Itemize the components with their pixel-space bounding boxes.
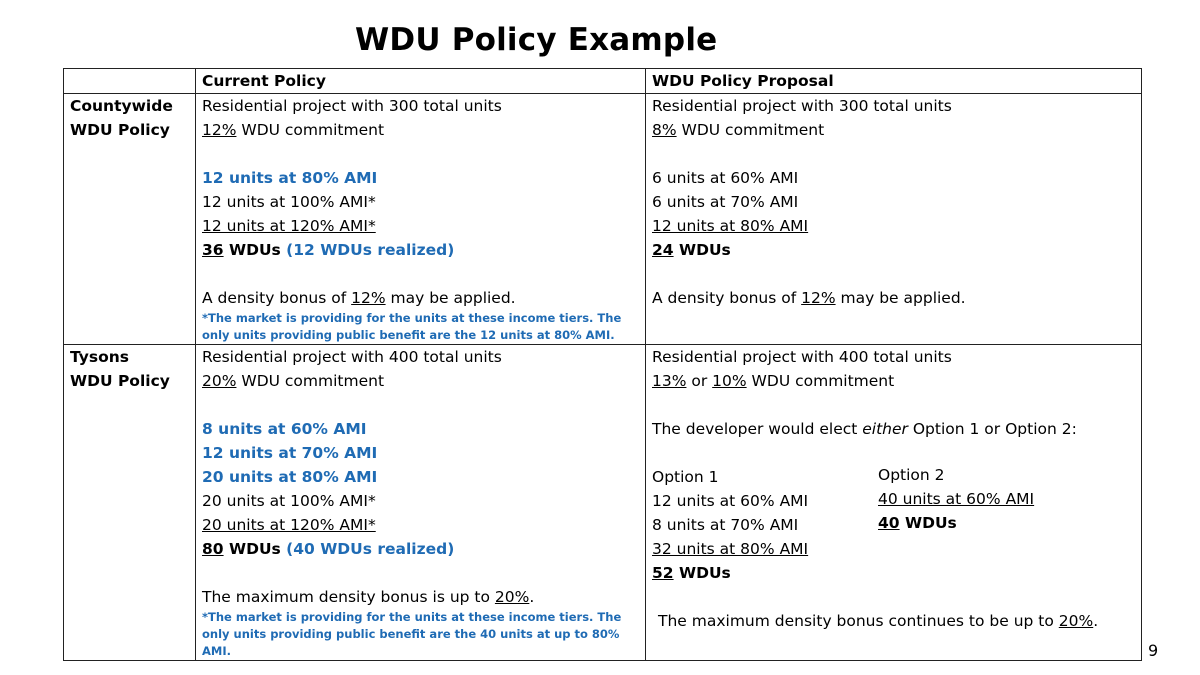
countywide-proposal-bonus (652, 286, 1135, 310)
countywide-proposal-cell (646, 94, 1142, 345)
tysons-current-commitment (202, 369, 639, 393)
countywide-proposal-commitment (652, 118, 1135, 142)
tysons-proposal-commitment (652, 369, 1135, 393)
total-number: 24 (652, 241, 674, 259)
header-current-policy: Current Policy (196, 69, 646, 94)
option-2 (878, 463, 1034, 585)
total-label: WDUs (673, 241, 731, 259)
option-2-line1: 40 units at 60% AMI (878, 490, 1035, 508)
tysons-row (64, 345, 1142, 661)
total-realized: (40 WDUs realized) (286, 540, 455, 558)
tysons-proposal-elect (652, 417, 1135, 441)
countywide-current-cell (196, 94, 646, 345)
countywide-current-project: Residential project with 300 total units (202, 97, 502, 115)
tysons-current-total (202, 537, 639, 561)
tysons-current-line1: 8 units at 60% AMI (202, 420, 367, 438)
total-number: 80 (202, 540, 224, 558)
total-number: 40 (878, 514, 900, 532)
countywide-current-line1: 12 units at 80% AMI (202, 169, 378, 187)
option-1 (652, 465, 878, 585)
tysons-current-line4: 20 units at 100% AMI* (202, 492, 376, 510)
bonus-text-end: . (1093, 612, 1099, 630)
bonus-text: A density bonus of (202, 289, 352, 307)
tysons-current-bonus (202, 585, 639, 609)
header-row (64, 69, 1142, 94)
commitment-percent: 12% (202, 121, 237, 139)
option-2-total (878, 511, 1034, 535)
policy-comparison-table (63, 68, 1142, 661)
option-1-total (652, 561, 878, 585)
commitment-text: WDU commitment (236, 372, 385, 390)
countywide-current-bonus (202, 286, 639, 310)
tysons-current-line2: 12 units at 70% AMI (202, 444, 378, 462)
countywide-label-line1: Countywide (70, 97, 173, 115)
countywide-label-line2: WDU Policy (70, 121, 170, 139)
tysons-current-cell (196, 345, 646, 661)
option-2-label: Option 2 (878, 466, 945, 484)
countywide-current-line2: 12 units at 100% AMI* (202, 193, 376, 211)
commitment-text: WDU commitment (676, 121, 825, 139)
tysons-label-cell (64, 345, 196, 661)
countywide-proposal-total (652, 238, 1135, 262)
countywide-proposal-project: Residential project with 300 total units (652, 97, 952, 115)
commitment-percent-2: 10% (712, 372, 747, 390)
bonus-percent: 20% (1058, 612, 1094, 630)
tysons-current-project: Residential project with 400 total units (202, 348, 502, 366)
tysons-label-line2: WDU Policy (70, 372, 170, 390)
countywide-proposal-line2: 6 units at 70% AMI (652, 193, 799, 211)
countywide-current-line3: 12 units at 120% AMI* (202, 217, 376, 235)
tysons-current-line5: 20 units at 120% AMI* (202, 516, 376, 534)
bonus-percent: 12% (351, 289, 386, 307)
countywide-proposal-line3: 12 units at 80% AMI (652, 217, 809, 235)
total-label: WDUs (673, 564, 731, 582)
commitment-text: WDU commitment (746, 372, 895, 390)
total-realized: (12 WDUs realized) (286, 241, 455, 259)
bonus-text-end: . (529, 588, 535, 606)
option-1-line3: 32 units at 80% AMI (652, 540, 809, 558)
slide-number: 9 (1148, 641, 1159, 660)
bonus-text: The maximum density bonus is up to (202, 588, 495, 606)
total-number: 52 (652, 564, 674, 582)
option-1-line1: 12 units at 60% AMI (652, 492, 809, 510)
countywide-current-footnote: *The market is providing for the units at these income tiers. The only units providing public benefit are the 12 units at 80% AMI. (202, 311, 622, 342)
bonus-percent: 12% (801, 289, 836, 307)
options-block (652, 465, 1135, 585)
tysons-proposal-cell (646, 345, 1142, 661)
total-number: 36 (202, 241, 224, 259)
header-wdu-proposal: WDU Policy Proposal (646, 69, 1142, 94)
slide-title: WDU Policy Example (355, 22, 718, 58)
commitment-percent: 8% (652, 121, 677, 139)
elect-text: The developer would elect (652, 420, 863, 438)
bonus-text: The maximum density bonus continues to be up to (658, 612, 1059, 630)
bonus-percent: 20% (494, 588, 530, 606)
commitment-percent: 20% (202, 372, 237, 390)
bonus-text-end: may be applied. (385, 289, 516, 307)
tysons-proposal-project: Residential project with 400 total units (652, 348, 952, 366)
elect-text-end: Option 1 or Option 2: (907, 420, 1077, 438)
elect-emphasis: either (862, 420, 908, 438)
tysons-proposal-bonus (652, 609, 1135, 633)
countywide-label-cell (64, 94, 196, 345)
commitment-or: or (686, 372, 713, 390)
total-label: WDUs (223, 540, 287, 558)
commitment-percent-1: 13% (652, 372, 687, 390)
bonus-text: A density bonus of (652, 289, 802, 307)
option-1-label: Option 1 (652, 468, 719, 486)
option-1-line2: 8 units at 70% AMI (652, 516, 799, 534)
countywide-current-commitment (202, 118, 639, 142)
tysons-label-line1: Tysons (70, 348, 129, 366)
total-label: WDUs (899, 514, 957, 532)
bonus-text-end: may be applied. (835, 289, 966, 307)
tysons-current-footnote: *The market is providing for the units at these income tiers. The only units providing public benefit are the 40 units at up to 80% AMI. (202, 610, 622, 658)
header-empty-cell (64, 69, 196, 94)
countywide-current-total (202, 238, 639, 262)
tysons-current-line3: 20 units at 80% AMI (202, 468, 378, 486)
countywide-proposal-line1: 6 units at 60% AMI (652, 169, 799, 187)
countywide-row (64, 94, 1142, 345)
commitment-text: WDU commitment (236, 121, 385, 139)
total-label: WDUs (223, 241, 287, 259)
